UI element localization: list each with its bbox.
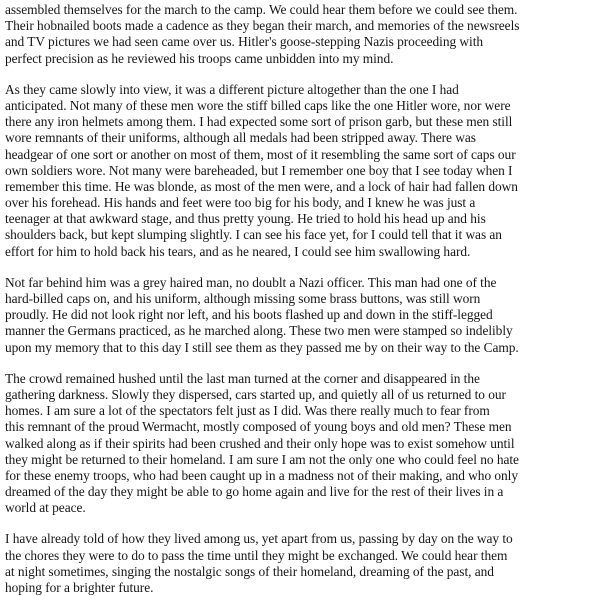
text-line: the chores they were to do to pass the time until they might be exchanged. We could hear them: [5, 547, 508, 563]
text-line: I have already told of how they lived among us, yet apart from us, passing by day on the way to: [5, 531, 513, 547]
text-line: The crowd remained hushed until the last man turned at the corner and disappeared in the: [5, 370, 480, 386]
paragraph-grey-haired-officer: [5, 275, 594, 356]
text-line: gathering darkness. Slowly they dispersed, cars started up, and quietly all of us returned to our: [5, 386, 506, 402]
text-line: teenager at that awkward stage, and thus pretty young. He tried to hold his head up and his: [5, 211, 486, 227]
text-line: wore remnants of their uniforms, although all medals had been stripped away. There was: [5, 130, 476, 146]
text-line: for these enemy troops, who had been caught up in a madness not of their making, and who only: [5, 467, 519, 483]
text-line: anticipated. Not many of these men wore the stiff billed caps like the one Hitler wore, nor were: [5, 97, 511, 113]
text-line: and TV pictures we had seen came over us. Hitler's goose-stepping Nazis proceeding with: [5, 34, 484, 50]
text-line: this remnant of the proud Wermacht, mostly composed of young boys and old men? These men: [5, 419, 512, 435]
text-line: remember this time. He was blonde, as most of the men were, and a lock of hair had fallen down: [5, 178, 518, 194]
text-line: over his forehead. His hands and feet were too big for his body, and I knew he was just a: [5, 195, 476, 211]
text-line: effort for him to hold back his tears, and as he neared, I could see him swallowing hard.: [5, 243, 471, 259]
text-line: they might be returned to their homeland. I am sure I am not the only one who could feel no hate: [5, 451, 519, 467]
text-line: As they came slowly into view, it was a different picture altogether than the one I had: [5, 81, 459, 97]
text-line: Not far behind him was a grey haired man, no doublt a Nazi officer. This man had one of the: [5, 274, 497, 290]
text-line: own soldiers wore. Not many were bareheaded, but I remember one boy that I see today when I: [5, 162, 513, 178]
text-line: hard-billed caps on, and his uniform, although missing some brass buttons, was still worn: [5, 291, 481, 306]
text-line: walked along as if their spirits had been crushed and their only hope was to exist somehow until: [5, 435, 515, 451]
text-line: homes. I am sure a lot of the spectators felt just as I did. Was there really much to fear from: [5, 403, 490, 419]
text-line: assembled themselves for the march to the camp. We could hear them before we could see them.: [5, 2, 518, 17]
text-line: upon my memory that to this day I still see them as they passed me by on their way to the Camp.: [5, 339, 519, 355]
paragraph-men-come-into-view: [5, 82, 594, 260]
text-line: hoping for a brighter future.: [5, 580, 154, 595]
text-line: world at peace.: [5, 500, 86, 516]
text-line: at night sometimes, singing the nostalgic songs of their homeland, dreaming of the past, and: [5, 563, 494, 579]
text-line: proudly. He did not look right nor left, and his boots flashed up and down in the stiff-legged: [5, 307, 493, 323]
text-line: shoulders back, but kept slumping slightly. I can see his face yet, for I could tell that it was an: [5, 227, 502, 243]
paragraph-lived-among-us: [5, 531, 594, 596]
text-line: headgear of one sort or another on most of them, most of it resembling the same sort of caps our: [5, 146, 516, 162]
paragraph-crowd-hushed: [5, 371, 594, 517]
text-line: dreamed of the day they might be able to go home again and live for the rest of their lives in a: [5, 484, 504, 500]
text-line: manner the Germans practiced, as he marched along. These two men were stamped so indelibly: [5, 323, 513, 339]
paragraph-march-to-camp: [5, 2, 594, 67]
text-line: Their hobnailed boots made a cadence as they began their march, and memories of the newsreels: [5, 18, 520, 34]
text-line: there any iron helmets among them. I had expected some sort of prison garb, but these men still: [5, 114, 513, 130]
text-line: perfect precision as he reviewed his troops came unbidden into my mind.: [5, 50, 394, 66]
